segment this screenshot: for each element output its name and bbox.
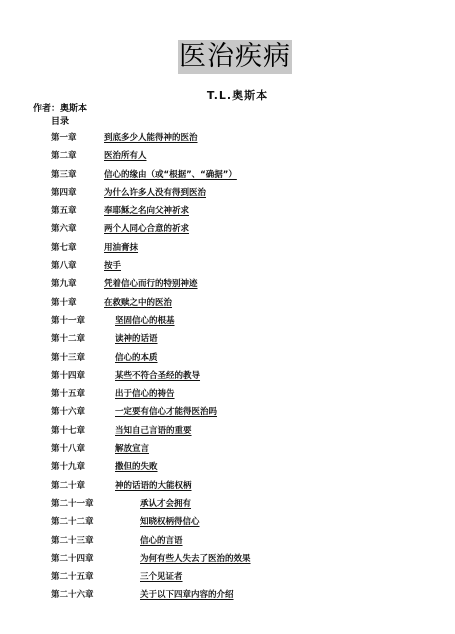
chapter-number: 第十八章 xyxy=(51,444,86,455)
toc-item-26[interactable] xyxy=(0,584,455,602)
toc-item-16[interactable] xyxy=(0,401,455,419)
chapter-number: 第十六章 xyxy=(51,407,86,418)
chapter-number: 第十三章 xyxy=(51,352,86,363)
chapter-number: 第二十二章 xyxy=(51,517,94,528)
toc-item-9[interactable] xyxy=(0,273,455,291)
chapter-link[interactable]: 当知自己言语的重要 xyxy=(115,425,192,436)
toc-item-1[interactable] xyxy=(0,127,455,145)
chapter-link[interactable]: 医治所有人 xyxy=(104,151,147,162)
toc-item-17[interactable] xyxy=(0,420,455,438)
toc-item-8[interactable] xyxy=(0,255,455,273)
chapter-number: 第二章 xyxy=(51,151,77,162)
chapter-number: 第八章 xyxy=(51,261,77,272)
toc-item-24[interactable] xyxy=(0,548,455,566)
chapter-number: 第十七章 xyxy=(51,425,86,436)
chapter-number: 第十一章 xyxy=(51,315,86,326)
toc-item-21[interactable] xyxy=(0,493,455,511)
table-of-contents xyxy=(0,127,455,603)
toc-item-19[interactable] xyxy=(0,456,455,474)
chapter-number: 第四章 xyxy=(51,187,77,198)
chapter-number: 第十九章 xyxy=(51,462,86,473)
toc-item-14[interactable] xyxy=(0,365,455,383)
chapter-number: 第二十四章 xyxy=(51,553,94,564)
toc-item-12[interactable] xyxy=(0,328,455,346)
chapter-number: 第一章 xyxy=(51,133,77,143)
chapter-number: 第十四章 xyxy=(51,370,86,381)
chapter-link[interactable]: 解放宣言 xyxy=(115,444,150,455)
toc-item-2[interactable] xyxy=(0,145,455,163)
chapter-number: 第十二章 xyxy=(51,334,86,345)
chapter-number: 第三章 xyxy=(51,169,77,180)
toc-item-22[interactable] xyxy=(0,511,455,529)
chapter-number: 第六章 xyxy=(51,224,77,235)
chapter-link[interactable]: 用油膏抹 xyxy=(104,242,139,253)
toc-item-11[interactable] xyxy=(0,310,455,328)
chapter-link[interactable]: 神的话语的大能权柄 xyxy=(115,480,192,491)
chapter-link[interactable]: 某些不符合圣经的教导 xyxy=(115,370,201,381)
chapter-number: 第二十章 xyxy=(51,480,86,491)
toc-item-5[interactable] xyxy=(0,200,455,218)
toc-heading: 目录 xyxy=(51,117,70,127)
chapter-number: 第十五章 xyxy=(51,389,86,400)
document-title: 医治疾病 xyxy=(179,41,291,72)
title-highlight-box xyxy=(178,40,292,74)
chapter-link[interactable]: 一定要有信心才能得医治吗 xyxy=(115,407,218,418)
chapter-number: 第二十五章 xyxy=(51,572,94,583)
chapter-link[interactable]: 坚固信心的根基 xyxy=(115,315,175,326)
chapter-link[interactable]: 出于信心的祷告 xyxy=(115,389,175,400)
chapter-link[interactable]: 信心的缘由（或“根据”、“确据”） xyxy=(104,169,237,180)
toc-item-23[interactable] xyxy=(0,530,455,548)
toc-item-18[interactable] xyxy=(0,438,455,456)
toc-item-15[interactable] xyxy=(0,383,455,401)
chapter-number: 第二十一章 xyxy=(51,498,94,509)
chapter-number: 第九章 xyxy=(51,279,77,290)
chapter-link[interactable]: 信心的本质 xyxy=(115,352,158,363)
chapter-link[interactable]: 三个见证者 xyxy=(140,572,183,583)
chapter-number: 第五章 xyxy=(51,206,77,217)
chapter-link[interactable]: 为什么许多人没有得到医治 xyxy=(104,187,207,198)
chapter-number: 第二十六章 xyxy=(51,590,94,601)
toc-item-3[interactable] xyxy=(0,164,455,182)
chapter-link[interactable]: 在救赎之中的医治 xyxy=(104,297,173,308)
chapter-number: 第七章 xyxy=(51,242,77,253)
chapter-link[interactable]: 关于以下四章内容的介绍 xyxy=(140,590,234,601)
toc-item-13[interactable] xyxy=(0,347,455,365)
toc-item-10[interactable] xyxy=(0,292,455,310)
chapter-link[interactable]: 奉耶稣之名向父神祈求 xyxy=(104,206,190,217)
chapter-link[interactable]: 凭着信心而行的特别神迹 xyxy=(104,279,198,290)
toc-item-4[interactable] xyxy=(0,182,455,200)
chapter-number: 第二十三章 xyxy=(51,535,94,546)
chapter-link[interactable]: 按手 xyxy=(104,261,122,272)
chapter-link[interactable]: 撒但的失败 xyxy=(115,462,158,473)
chapter-link[interactable]: 到底多少人能得神的医治 xyxy=(104,133,198,143)
author-line: 作者：奥斯本 xyxy=(33,104,88,114)
toc-item-6[interactable] xyxy=(0,218,455,236)
chapter-link[interactable]: 知晓权柄得信心 xyxy=(140,517,200,528)
toc-item-25[interactable] xyxy=(0,566,455,584)
document-subtitle: T.L.奥斯本 xyxy=(206,89,269,102)
toc-item-20[interactable] xyxy=(0,475,455,493)
chapter-link[interactable]: 为何有些人失去了医治的效果 xyxy=(140,553,251,564)
chapter-number: 第十章 xyxy=(51,297,77,308)
toc-item-7[interactable] xyxy=(0,237,455,255)
chapter-link[interactable]: 承认才会拥有 xyxy=(140,498,192,509)
chapter-link[interactable]: 读神的话语 xyxy=(115,334,158,345)
chapter-link[interactable]: 信心的言语 xyxy=(140,535,183,546)
chapter-link[interactable]: 两个人同心合意的祈求 xyxy=(104,224,190,235)
